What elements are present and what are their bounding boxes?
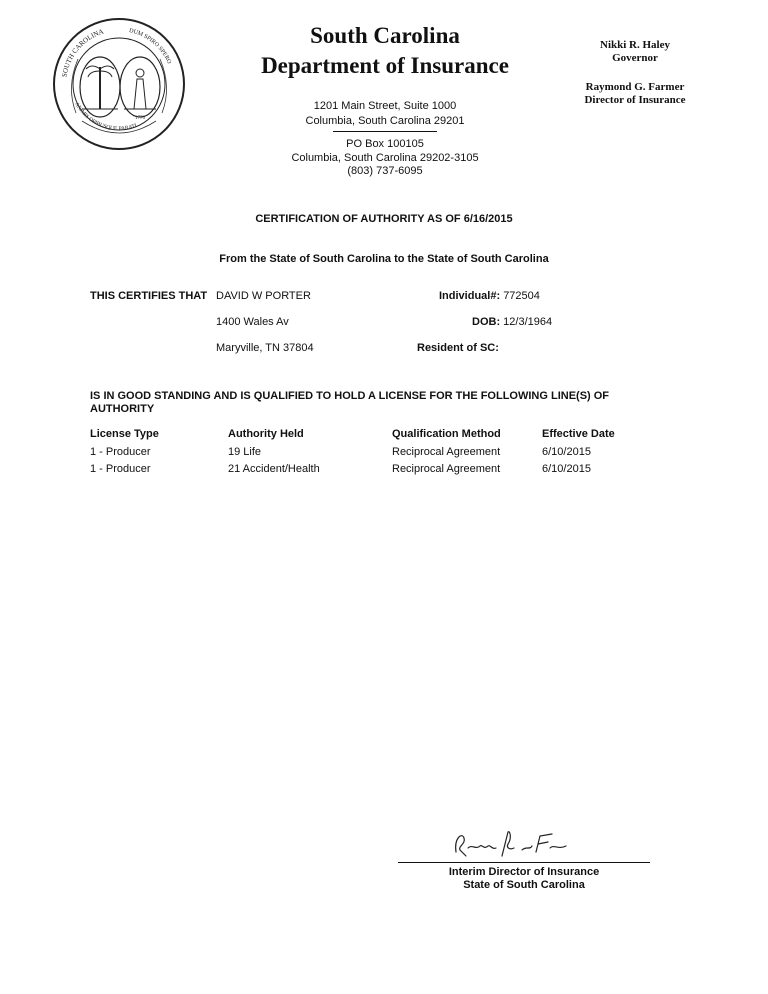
signature-title-line1: Interim Director of Insurance — [448, 866, 600, 878]
certificate-title: CERTIFICATION OF AUTHORITY AS OF 6/16/2015 — [255, 213, 513, 225]
seal-top-text: SOUTH CAROLINA — [60, 27, 105, 78]
state-seal — [52, 17, 186, 151]
seal-year: 1776 — [135, 116, 145, 121]
phone-number: (803) 737-6095 — [347, 165, 423, 177]
governor-name: Nikki R. Haley — [600, 39, 670, 51]
cell-authority-held: 21 Accident/Health — [228, 463, 320, 475]
licensee-city: Maryville, TN 37804 — [216, 342, 314, 354]
standing-line2: AUTHORITY — [90, 403, 155, 415]
address-divider — [333, 131, 437, 132]
seal-bottom-text: ANIMIS OPIBUSQUE PARATI — [73, 101, 138, 132]
cell-license-type: 1 - Producer — [90, 463, 151, 475]
table-row — [90, 462, 690, 479]
signature-line — [398, 862, 650, 863]
header-authority-held: Authority Held — [228, 428, 304, 440]
individual-number — [439, 289, 540, 303]
department-title-line1: South Carolina — [310, 23, 460, 48]
department-title-line2: Department of Insurance — [261, 53, 509, 78]
director-title: Director of Insurance — [584, 94, 686, 106]
seal-right-text: DUM SPIRO SPERO — [128, 27, 172, 65]
street-address: 1201 Main Street, Suite 1000 — [313, 100, 457, 112]
authority-table — [90, 427, 690, 479]
signature-title-line2: State of South Carolina — [463, 879, 585, 891]
individual-value: 772504 — [503, 290, 540, 302]
director-name: Raymond G. Farmer — [585, 81, 685, 93]
table-row — [90, 445, 690, 462]
certifies-label: THIS CERTIFIES THAT — [90, 290, 208, 302]
header-qualification-method: Qualification Method — [392, 428, 501, 440]
city-address: Columbia, South Carolina 29201 — [305, 115, 465, 127]
po-city: Columbia, South Carolina 29202-3105 — [291, 152, 479, 164]
cell-qualification-method: Reciprocal Agreement — [392, 446, 501, 458]
table-header-row — [90, 427, 690, 445]
cell-qualification-method: Reciprocal Agreement — [392, 463, 501, 475]
standing-line1: IS IN GOOD STANDING AND IS QUALIFIED TO HOLD A LICENSE FOR THE FOLLOWING LINE(S) OF — [90, 390, 610, 402]
cell-effective-date: 6/10/2015 — [542, 463, 591, 475]
dob — [472, 315, 552, 329]
resident-label: Resident of SC: — [417, 342, 499, 354]
header-license-type: License Type — [90, 428, 159, 440]
dob-label: DOB: — [472, 316, 501, 328]
governor-title: Governor — [612, 52, 658, 64]
po-box: PO Box 100105 — [346, 138, 424, 150]
individual-label: Individual#: — [439, 290, 501, 302]
dob-value: 12/3/1964 — [503, 316, 553, 328]
licensee-name: DAVID W PORTER — [216, 290, 311, 302]
licensee-street: 1400 Wales Av — [216, 316, 289, 328]
cell-authority-held: 19 Life — [228, 446, 262, 458]
director-signature — [450, 828, 570, 862]
header-effective-date: Effective Date — [542, 428, 615, 440]
cell-effective-date: 6/10/2015 — [542, 446, 591, 458]
cell-license-type: 1 - Producer — [90, 446, 151, 458]
from-line: From the State of South Carolina to the State of South Carolina — [219, 253, 549, 265]
